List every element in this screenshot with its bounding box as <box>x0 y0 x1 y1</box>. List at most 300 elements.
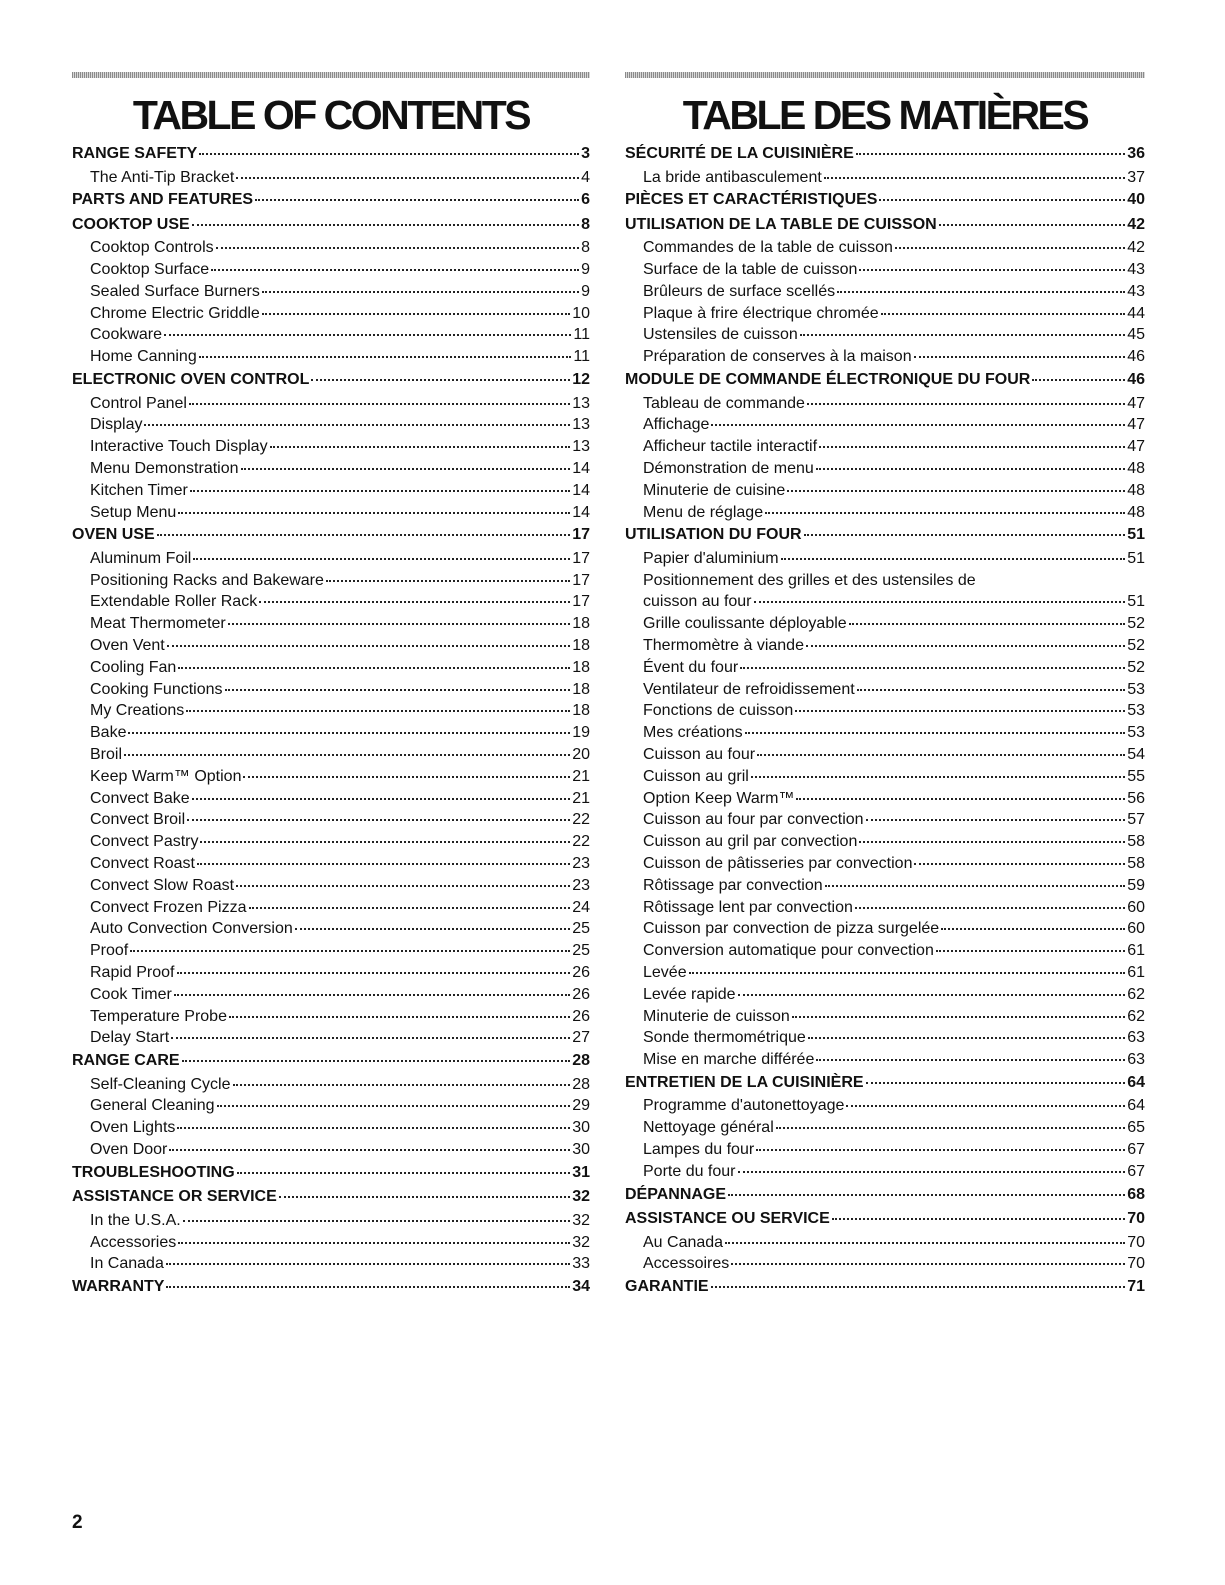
toc-entry-title: Nettoyage général <box>643 1119 774 1137</box>
toc-entry-page: 64 <box>1127 1073 1145 1091</box>
toc-section-entry <box>625 213 1145 238</box>
toc-subsection-entry <box>72 259 590 281</box>
toc-entry-title: Démonstration de menu <box>643 459 814 477</box>
toc-entry-page: 13 <box>572 438 590 456</box>
toc-entry-title: Rôtissage lent par convection <box>643 898 853 916</box>
dot-leader <box>881 313 1126 315</box>
toc-entry-title: Keep Warm™ Option <box>90 767 242 785</box>
toc-entry-page: 47 <box>1127 438 1145 456</box>
dot-leader <box>270 446 571 448</box>
toc-entry-page: 60 <box>1127 898 1145 916</box>
toc-entry-title: Convect Bake <box>90 789 190 807</box>
dot-leader <box>177 1127 570 1129</box>
toc-subsection-entry <box>625 1161 1145 1183</box>
toc-entry-page: 9 <box>581 282 590 300</box>
toc-entry-title: Option Keep Warm™ <box>643 789 795 807</box>
toc-entry-page: 70 <box>1127 1255 1145 1273</box>
toc-entry-page: 17 <box>572 549 590 567</box>
toc-entry-page: 24 <box>572 898 590 916</box>
toc-subsection-entry <box>72 744 590 766</box>
toc-entry-title: TROUBLESHOOTING <box>72 1163 235 1181</box>
toc-entry-page: 53 <box>1127 680 1145 698</box>
toc-entry-page: 62 <box>1127 1007 1145 1025</box>
toc-entry-title: Porte du four <box>643 1162 736 1180</box>
toc-heading-english: TABLE OF CONTENTS <box>132 92 530 138</box>
toc-subsection-entry <box>625 1253 1145 1275</box>
toc-section-entry <box>625 1275 1145 1300</box>
toc-entry-title: Fonctions de cuisson <box>643 702 794 720</box>
toc-entry-title: Minuterie de cuisine <box>643 481 786 499</box>
toc-subsection-entry <box>625 897 1145 919</box>
toc-entry-title: Home Canning <box>90 348 197 366</box>
toc-entry-title: General Cleaning <box>90 1097 215 1115</box>
toc-subsection-entry <box>625 480 1145 502</box>
dot-leader <box>754 601 1126 603</box>
toc-section-entry <box>625 1207 1145 1232</box>
toc-entry-page: 43 <box>1127 282 1145 300</box>
dot-leader <box>262 313 570 315</box>
dot-leader <box>857 689 1126 691</box>
toc-subsection-entry <box>625 1049 1145 1071</box>
toc-entry-page: 47 <box>1127 394 1145 412</box>
dot-leader <box>157 534 571 536</box>
heading-rule <box>625 72 1145 78</box>
toc-entry-page: 47 <box>1127 416 1145 434</box>
dot-leader <box>939 224 1126 226</box>
toc-entry-title: Sealed Surface Burners <box>90 282 260 300</box>
dot-leader <box>237 1172 571 1174</box>
dot-leader <box>837 291 1125 293</box>
dot-leader <box>183 1220 570 1222</box>
dot-leader <box>804 534 1126 536</box>
toc-entry-title: Thermomètre à viande <box>643 637 804 655</box>
dot-leader <box>199 153 579 155</box>
toc-english-column <box>72 72 590 1300</box>
toc-entry-page: 17 <box>572 526 590 544</box>
toc-subsection-entry <box>72 1210 590 1232</box>
toc-entry-page: 44 <box>1127 304 1145 322</box>
dot-leader <box>816 1059 1125 1061</box>
toc-subsection-entry <box>625 458 1145 480</box>
toc-subsection-entry <box>625 237 1145 259</box>
toc-entry-page: 28 <box>572 1075 590 1093</box>
dot-leader <box>819 446 1125 448</box>
toc-entry-page: 63 <box>1127 1051 1145 1069</box>
toc-entry-title: UTILISATION DE LA TABLE DE CUISSON <box>625 215 937 233</box>
toc-entry-title: OVEN USE <box>72 526 155 544</box>
toc-subsection-entry <box>72 458 590 480</box>
toc-subsection-entry <box>72 346 590 368</box>
toc-entry-page: 70 <box>1127 1233 1145 1251</box>
dot-leader <box>130 950 570 952</box>
toc-entry-title: Accessoires <box>643 1255 730 1273</box>
toc-entry-page: 52 <box>1127 637 1145 655</box>
toc-entry-title: Broil <box>90 746 123 764</box>
dot-leader <box>241 468 571 470</box>
toc-subsection-entry <box>625 591 1145 613</box>
toc-entry-page: 45 <box>1127 326 1145 344</box>
toc-entry-title: Bake <box>90 724 127 742</box>
dot-leader <box>808 1037 1125 1039</box>
dot-leader <box>262 291 579 293</box>
toc-subsection-entry <box>625 984 1145 1006</box>
toc-entry-title: cuisson au four <box>643 593 752 611</box>
dot-leader <box>745 732 1126 734</box>
dot-leader <box>186 710 570 712</box>
toc-entry-title: My Creations <box>90 702 185 720</box>
dot-leader <box>166 1286 570 1288</box>
toc-subsection-entry <box>72 940 590 962</box>
toc-entry-title: Convect Roast <box>90 855 195 873</box>
dot-leader <box>197 863 570 865</box>
toc-entry-page: 30 <box>572 1141 590 1159</box>
dot-leader <box>795 710 1125 712</box>
toc-subsection-entry <box>625 1117 1145 1139</box>
toc-entry-title: Convect Slow Roast <box>90 876 235 894</box>
toc-entry-title: Tableau de commande <box>643 394 805 412</box>
dot-leader <box>866 819 1126 821</box>
toc-subsection-entry <box>72 897 590 919</box>
toc-entry-page: 9 <box>581 261 590 279</box>
toc-entry-title: Cooking Functions <box>90 680 223 698</box>
toc-entry-title: Levée <box>643 964 687 981</box>
toc-section-entry <box>72 523 590 548</box>
dot-leader <box>211 269 579 271</box>
toc-subsection-entry <box>72 788 590 810</box>
dot-leader <box>787 490 1125 492</box>
dot-leader <box>189 403 570 405</box>
toc-entry-page: 13 <box>572 416 590 434</box>
toc-subsection-entry <box>625 1095 1145 1117</box>
toc-entry-title: Plaque à frire électrique chromée <box>643 304 879 322</box>
toc-entry-page: 52 <box>1127 615 1145 633</box>
toc-subsection-entry <box>625 281 1145 303</box>
toc-entry-page: 32 <box>572 1211 590 1229</box>
toc-subsection-entry <box>72 918 590 940</box>
toc-subsection-entry <box>72 700 590 722</box>
dot-leader <box>757 754 1125 756</box>
toc-section-entry <box>72 142 590 167</box>
toc-entry-title: Préparation de conserves à la maison <box>643 348 912 366</box>
toc-subsection-entry <box>625 613 1145 635</box>
toc-entry-title: GARANTIE <box>625 1278 709 1296</box>
toc-entry-title: Kitchen Timer <box>90 481 188 499</box>
toc-subsection-entry <box>625 940 1145 962</box>
dot-leader <box>193 558 570 560</box>
dot-leader <box>178 667 570 669</box>
toc-entry-title: Sonde thermométrique <box>643 1029 806 1047</box>
dot-leader <box>856 153 1125 155</box>
toc-entry-title: Menu de réglage <box>643 503 764 521</box>
dot-leader <box>182 1060 571 1062</box>
toc-section-entry <box>625 523 1145 548</box>
toc-entry-page: 65 <box>1127 1119 1145 1137</box>
toc-entry-title: Self-Cleaning Cycle <box>90 1075 231 1093</box>
dot-leader <box>895 247 1125 249</box>
toc-entry-title: Brûleurs de surface scellés <box>643 282 836 300</box>
toc-subsection-entry <box>625 744 1145 766</box>
toc-subsection-entry <box>72 570 590 592</box>
toc-entry-title: Ventilateur de refroidissement <box>643 680 855 698</box>
dot-leader <box>128 732 570 734</box>
toc-section-entry <box>72 1049 590 1074</box>
toc-entry-title: RANGE CARE <box>72 1052 180 1070</box>
toc-subsection-entry <box>72 1027 590 1049</box>
toc-entry-page: 20 <box>572 746 590 764</box>
toc-subsection-entry <box>625 167 1145 189</box>
toc-entry-title: ELECTRONIC OVEN CONTROL <box>72 371 310 389</box>
toc-entry-page: 53 <box>1127 702 1145 720</box>
toc-french-column <box>625 72 1145 1300</box>
toc-entry-page: 18 <box>572 702 590 720</box>
toc-subsection-entry <box>72 237 590 259</box>
toc-entry-title: Papier d'aluminium <box>643 549 779 567</box>
toc-entry-title: Convect Pastry <box>90 833 199 851</box>
dot-leader <box>941 928 1125 930</box>
toc-subsection-entry <box>72 393 590 415</box>
dot-leader <box>765 512 1125 514</box>
toc-subsection-entry <box>72 962 590 984</box>
toc-entry-page: 68 <box>1127 1185 1145 1203</box>
toc-entry-page: 59 <box>1127 876 1145 894</box>
toc-entry-page: 8 <box>581 239 590 257</box>
toc-entry-page: 21 <box>572 789 590 807</box>
toc-entry-page: 4 <box>581 168 590 186</box>
toc-section-entry <box>625 1183 1145 1208</box>
toc-entry-title: Minuterie de cuisson <box>643 1007 790 1025</box>
toc-entry-page: 26 <box>572 964 590 981</box>
dot-leader <box>259 601 570 603</box>
toc-entry-title: Affichage <box>643 416 710 434</box>
toc-subsection-entry <box>72 984 590 1006</box>
toc-entry-title: Cooktop Controls <box>90 239 214 257</box>
dot-leader <box>236 885 570 887</box>
dot-leader <box>295 928 570 930</box>
toc-subsection-entry <box>625 303 1145 325</box>
dot-leader <box>936 950 1125 952</box>
toc-subsection-entry <box>72 502 590 524</box>
toc-entry-page: 63 <box>1127 1029 1145 1047</box>
toc-subsection-entry <box>72 324 590 346</box>
toc-entry-page: 51 <box>1127 526 1145 544</box>
toc-subsection-entry <box>72 281 590 303</box>
toc-entry-title: SÉCURITÉ DE LA CUISINIÈRE <box>625 145 854 162</box>
toc-entry-page: 25 <box>572 920 590 938</box>
toc-section-entry <box>72 368 590 393</box>
toc-entry-title: In Canada <box>90 1255 164 1273</box>
toc-entry-title: Programme d'autonettoyage <box>643 1097 845 1115</box>
toc-entry-page: 11 <box>573 348 590 366</box>
toc-subsection-entry <box>625 635 1145 657</box>
dot-leader <box>200 841 570 843</box>
toc-entry-title: Extendable Roller Rack <box>90 593 258 611</box>
dot-leader <box>796 798 1125 800</box>
toc-subsection-entry <box>625 722 1145 744</box>
toc-entry-title: Proof <box>90 942 129 960</box>
dot-leader <box>824 177 1125 179</box>
dot-leader <box>756 1149 1125 1151</box>
toc-entry-page: 46 <box>1127 348 1145 366</box>
dot-leader <box>243 776 570 778</box>
dot-leader <box>167 645 570 647</box>
toc-entry-title: Mes créations <box>643 724 743 742</box>
toc-entry-title: Delay Start <box>90 1029 170 1047</box>
toc-entry-title: Cuisson au gril par convection <box>643 833 858 851</box>
dot-leader <box>178 1242 570 1244</box>
dot-leader <box>859 841 1125 843</box>
dot-leader <box>914 356 1126 358</box>
toc-entry-title: Mise en marche différée <box>643 1051 815 1069</box>
toc-entry-page: 18 <box>572 637 590 655</box>
toc-subsection-entry <box>72 722 590 744</box>
dot-leader <box>849 623 1126 625</box>
toc-section-entry <box>625 368 1145 393</box>
toc-entry-title: Menu Demonstration <box>90 459 239 477</box>
toc-entry-page: 19 <box>572 724 590 742</box>
toc-entry-page: 8 <box>581 215 590 233</box>
toc-subsection-entry <box>625 788 1145 810</box>
heading-rule <box>72 72 590 78</box>
toc-subsection-entry <box>625 436 1145 458</box>
dot-leader <box>311 379 570 381</box>
toc-entry-title: PIÈCES ET CARACTÉRISTIQUES <box>625 191 878 209</box>
toc-entry-page: 26 <box>572 985 590 1003</box>
toc-subsection-entry <box>625 1139 1145 1161</box>
toc-subsection-entry <box>625 548 1145 570</box>
dot-leader <box>249 907 571 909</box>
toc-subsection-entry <box>72 436 590 458</box>
toc-entry-title: Cooktop Surface <box>90 261 210 279</box>
toc-entry-title: ASSISTANCE OU SERVICE <box>625 1210 830 1228</box>
toc-entry-title: Meat Thermometer <box>90 615 226 633</box>
dot-leader <box>807 403 1125 405</box>
dot-leader <box>816 468 1125 470</box>
toc-entry-title: Cuisson au four <box>643 746 756 764</box>
toc-subsection-entry <box>72 1074 590 1096</box>
toc-entry-title: Chrome Electric Griddle <box>90 304 260 322</box>
toc-entry-page: 48 <box>1127 459 1145 477</box>
toc-entry-title: COOKTOP USE <box>72 215 190 233</box>
toc-entry-title: Positioning Racks and Bakeware <box>90 571 324 589</box>
toc-section-entry <box>625 1071 1145 1096</box>
page-number: 2 <box>72 1512 83 1533</box>
toc-entry-page: 62 <box>1127 985 1145 1003</box>
dot-leader <box>776 1127 1125 1129</box>
toc-entry-page: 70 <box>1127 1210 1145 1228</box>
toc-entry-page: 21 <box>572 767 590 785</box>
dot-leader <box>1032 379 1125 381</box>
toc-entry-title: ENTRETIEN DE LA CUISINIÈRE <box>625 1073 864 1091</box>
toc-entry-page: 51 <box>1127 549 1145 567</box>
toc-entry-page: 48 <box>1127 503 1145 521</box>
dot-leader <box>199 356 572 358</box>
toc-subsection-entry <box>625 346 1145 368</box>
dot-leader <box>164 334 571 336</box>
toc-entry-page: 37 <box>1127 168 1145 186</box>
toc-entry-page: 29 <box>572 1097 590 1115</box>
dot-leader <box>825 885 1126 887</box>
toc-entry-page: 40 <box>1127 191 1145 209</box>
toc-entry-title: Rôtissage par convection <box>643 876 823 894</box>
toc-entry-page: 34 <box>572 1278 590 1296</box>
toc-entry-page: 14 <box>572 481 590 499</box>
toc-subsection-entry <box>625 1027 1145 1049</box>
toc-entry-title: ASSISTANCE OR SERVICE <box>72 1188 277 1206</box>
toc-entry-page: 14 <box>572 459 590 477</box>
toc-entry-title: RANGE SAFETY <box>72 145 198 162</box>
dot-leader <box>711 424 1125 426</box>
toc-list-english <box>72 142 590 1300</box>
toc-entry-page: 67 <box>1127 1162 1145 1180</box>
toc-subsection-entry <box>72 1006 590 1028</box>
toc-entry-title: Oven Lights <box>90 1119 176 1137</box>
toc-subsection-entry <box>72 809 590 831</box>
toc-entry-page: 60 <box>1127 920 1145 938</box>
toc-entry-page: 23 <box>572 855 590 873</box>
dot-leader <box>187 819 570 821</box>
dot-leader <box>171 1037 570 1039</box>
toc-entry-page: 32 <box>572 1188 590 1206</box>
toc-entry-title: Aluminum Foil <box>90 549 192 567</box>
toc-entry-title: Évent du four <box>643 658 739 676</box>
dot-leader <box>728 1194 1125 1196</box>
dot-leader <box>144 424 570 426</box>
toc-subsection-entry <box>72 1095 590 1117</box>
toc-entry-page: 46 <box>1127 371 1145 389</box>
toc-entry-title: Cuisson par convection de pizza surgelée <box>643 920 940 938</box>
toc-section-entry <box>72 188 590 213</box>
toc-subsection-entry <box>625 766 1145 788</box>
toc-entry-page: 64 <box>1127 1097 1145 1115</box>
dot-leader <box>178 512 570 514</box>
dot-leader <box>751 776 1125 778</box>
toc-subsection-entry <box>625 570 1145 592</box>
toc-subsection-entry <box>72 831 590 853</box>
toc-entry-page: 61 <box>1127 942 1145 960</box>
dot-leader <box>166 1263 570 1265</box>
toc-entry-title: Convect Frozen Pizza <box>90 898 247 916</box>
dot-leader <box>192 224 579 226</box>
toc-entry-page: 13 <box>572 394 590 412</box>
toc-subsection-entry <box>72 167 590 189</box>
toc-entry-title: Rapid Proof <box>90 964 175 981</box>
toc-entry-page: 6 <box>581 191 590 209</box>
dot-leader <box>233 1084 571 1086</box>
dot-leader <box>725 1242 1125 1244</box>
toc-subsection-entry <box>72 1139 590 1161</box>
toc-section-entry <box>72 1185 590 1210</box>
dot-leader <box>192 798 571 800</box>
toc-entry-title: Cuisson au four par convection <box>643 811 864 829</box>
dot-leader <box>806 645 1125 647</box>
toc-entry-page: 55 <box>1127 767 1145 785</box>
dot-leader <box>217 1105 571 1107</box>
toc-entry-title: Cookware <box>90 326 163 344</box>
toc-subsection-entry <box>625 809 1145 831</box>
toc-entry-title: Convect Broil <box>90 811 186 829</box>
toc-entry-page: 58 <box>1127 833 1145 851</box>
toc-section-entry <box>625 188 1145 213</box>
toc-entry-page: 28 <box>572 1052 590 1070</box>
toc-subsection-entry <box>72 1117 590 1139</box>
toc-entry-title: Conversion automatique pour convection <box>643 942 934 960</box>
toc-entry-page: 3 <box>581 145 590 162</box>
toc-entry-title: In the U.S.A. <box>90 1211 181 1229</box>
dot-leader <box>190 490 570 492</box>
toc-entry-title: DÉPANNAGE <box>625 1185 727 1203</box>
toc-entry-page: 22 <box>572 811 590 829</box>
dot-leader <box>914 863 1125 865</box>
